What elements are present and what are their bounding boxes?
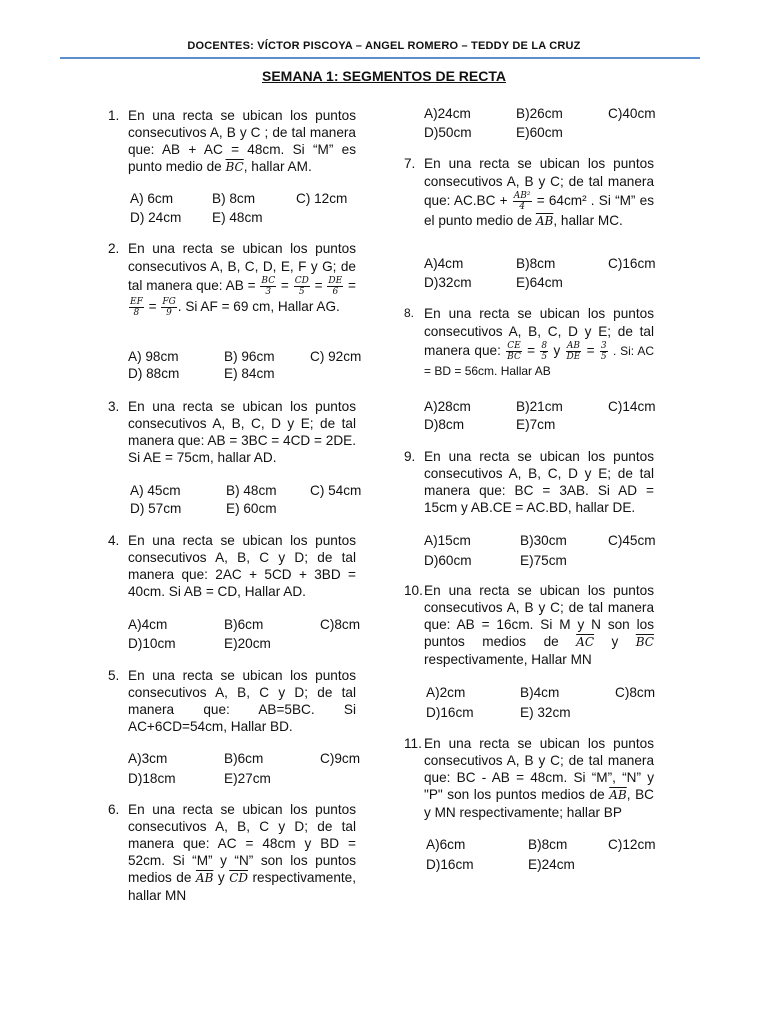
segment-ac: $\overline{AC}$ [576,635,595,649]
option-b: B)30cm [520,533,567,548]
option-b: B)21cm [516,399,563,414]
option-d: D) 24cm [130,210,182,225]
fraction-de-6: $\frac{DE}{6}$ [328,276,343,297]
option-b: B)6cm [224,617,264,632]
option-a: A)6cm [426,837,466,852]
option-a: A)28cm [424,399,471,414]
question-number: 11. [404,736,422,751]
option-b: B) 48cm [226,483,277,498]
option-c: C)16cm [608,256,656,271]
question-number: 5. [108,668,120,683]
question-number: 2. [108,241,120,256]
option-a: A) 98cm [128,349,179,364]
option-c: C) 54cm [310,483,362,498]
question-text: En una recta se ubican los puntos consecutivos A, B y C; de tal manera que: AC.BC + $\frac{\text{AB²}}{4}$ = 64cm² . Si “M” es el punto medio de $\overline{AB}$, hallar MC. [424,156,654,228]
fraction-3-5: $\frac{3}{5}$ [600,341,607,362]
option-e: E)60cm [516,125,563,140]
option-a: A)15cm [424,533,471,548]
authors-header: DOCENTES: VÍCTOR PISCOYA – ANGEL ROMERO – TEDDY DE LA CRUZ [187,40,581,52]
option-d: D)8cm [424,417,465,432]
segment-ab: $\overline{AB}$ [535,214,554,228]
option-b: B)8cm [528,837,568,852]
option-d: D) 88cm [128,366,180,381]
option-a: A)4cm [128,617,168,632]
option-d: D)32cm [424,275,472,290]
fraction-cd-5: $\frac{CD}{5}$ [294,276,309,297]
question-text: En una recta se ubican los puntos consecutivos A, B, C, D y E; de tal manera que: $\frac{CE}{BC}$ = $\frac{8}{5}$ y $\frac{AB}{DE}$ = $\frac{3}{5}$ . Si: AC = BD = 56cm. Hallar AB [424,306,655,378]
option-b: B)8cm [516,256,556,271]
segment-ab: $\overline{AB}$ [609,788,627,802]
question-number: 9. [404,449,416,464]
option-d: D) 57cm [130,501,182,516]
option-b: B)26cm [516,106,563,121]
option-a: A)24cm [424,106,471,121]
option-e: E) 48cm [212,210,263,225]
fraction-ab-de: $\frac{AB}{DE}$ [566,341,581,362]
question-text: En una recta se ubican los puntos consecutivos A, B, C y D; de tal manera que: AC = 48cm y BD = 52cm. Si “M” y “N” son los puntos medios de $\overline{AB}$ y $\overline{CD}$ respectivamente, hallar MN [128,802,356,903]
option-c: C)14cm [608,399,656,414]
option-c: C)8cm [320,617,361,632]
fraction-ab2-4: $\frac{\text{AB²}}{4}$ [513,191,531,212]
question-number: 6. [108,802,120,817]
option-d: D)18cm [128,771,176,786]
question-number: 4. [108,533,120,548]
question-text: En una recta se ubican los puntos consecutivos A, B y C ; de tal manera que: AB + AC = 48cm. Si “M” es punto medio de $\overline{BC}$, hallar AM. [128,108,356,174]
option-d: D)60cm [424,553,472,568]
fraction-bc-3: $\frac{BC}{3}$ [261,276,276,297]
question-number: 3. [108,399,120,414]
option-b: B) 96cm [224,349,275,364]
option-c: C) 12cm [296,191,348,206]
fraction-ce-bc: $\frac{CE}{BC}$ [507,341,521,362]
question-text: En una recta se ubican los puntos consecutivos A, B, C y D; de tal manera que: AB=5BC. Si AC+6CD=54cm, Hallar BD. [128,668,356,734]
question-text: En una recta se ubican los puntos consecutivos A, B y C; de tal manera que: BC - AB = 48cm. Si “M”, “N” y "P" son los puntos medios de $\overline{AB}$, BC y MN respectivamente; hallar BP [424,736,654,820]
option-e: E)24cm [528,857,575,872]
option-c: C)12cm [608,837,656,852]
option-d: D)16cm [426,857,474,872]
fraction-fg-9: $\frac{FG}{9}$ [162,297,176,318]
question-text: En una recta se ubican los puntos consecutivos A, B, C, D, E, F y G; de tal manera que: AB = $\frac{BC}{3}$ = $\frac{CD}{5}$ = $\frac{DE}{6}$ = $\frac{EF}{8}$ = $\frac{FG}{9}$ . Si AF = 69 cm, Hallar AG. [128,241,356,318]
option-e: E)20cm [224,636,271,651]
page-title: SEMANA 1: SEGMENTOS DE RECTA [262,68,506,84]
option-d: D)10cm [128,636,176,651]
option-a: A)3cm [128,751,168,766]
segment-bc: $\overline{BC}$ [635,635,654,649]
header-rule [60,57,700,59]
option-e: E) 84cm [224,366,275,381]
segment-cd: $\overline{CD}$ [229,871,248,885]
option-a: A) 45cm [130,483,181,498]
question-text: En una recta se ubican los puntos consecutivos A, B, C, D y E; de tal manera que: AB = 3BC = 4CD = 2DE. Si AE = 75cm, hallar AD. [128,399,356,465]
option-c: C)8cm [615,685,656,700]
option-b: B)4cm [520,685,560,700]
question-number: 10. [404,583,423,598]
option-e: E) 32cm [520,705,571,720]
option-e: E) 60cm [226,501,277,516]
option-b: B) 8cm [212,191,256,206]
option-e: E)7cm [516,417,556,432]
question-text: En una recta se ubican los puntos consecutivos A, B y C; de tal manera que: AB = 16cm. Si M y N son los puntos medios de $\overline{AC}$ y $\overline{BC}$ respectivamente, Hallar MN [424,583,654,667]
option-a: A)2cm [426,685,466,700]
segment-ab: $\overline{AB}$ [195,871,214,885]
option-e: E)64cm [516,275,563,290]
option-d: D)50cm [424,125,472,140]
option-d: D)16cm [426,705,474,720]
option-e: E)75cm [520,553,567,568]
option-c: C)40cm [608,106,656,121]
option-c: C) 92cm [310,349,362,364]
option-a: A) 6cm [130,191,174,206]
option-a: A)4cm [424,256,464,271]
option-b: B)6cm [224,751,264,766]
question-number: 8. [404,306,415,320]
fraction-8-5: $\frac{8}{5}$ [541,341,548,362]
question-number: 7. [404,156,416,171]
option-c: C)45cm [608,533,656,548]
question-text: En una recta se ubican los puntos consecutivos A, B, C, D y E; de tal manera que: BC = 3AB. Si AD = 15cm y AB.CE = AC.BD, hallar DE. [424,449,654,515]
question-text: En una recta se ubican los puntos consecutivos A, B, C y D; de tal manera que: 2AC + 5CD + 3BD = 40cm. Si AB = CD, Hallar AD. [128,533,356,599]
segment-bc: $\overline{BC}$ [225,160,244,174]
option-e: E)27cm [224,771,271,786]
fraction-ef-8: $\frac{EF}{8}$ [130,297,143,318]
option-c: C)9cm [320,751,361,766]
question-number: 1. [108,108,120,123]
